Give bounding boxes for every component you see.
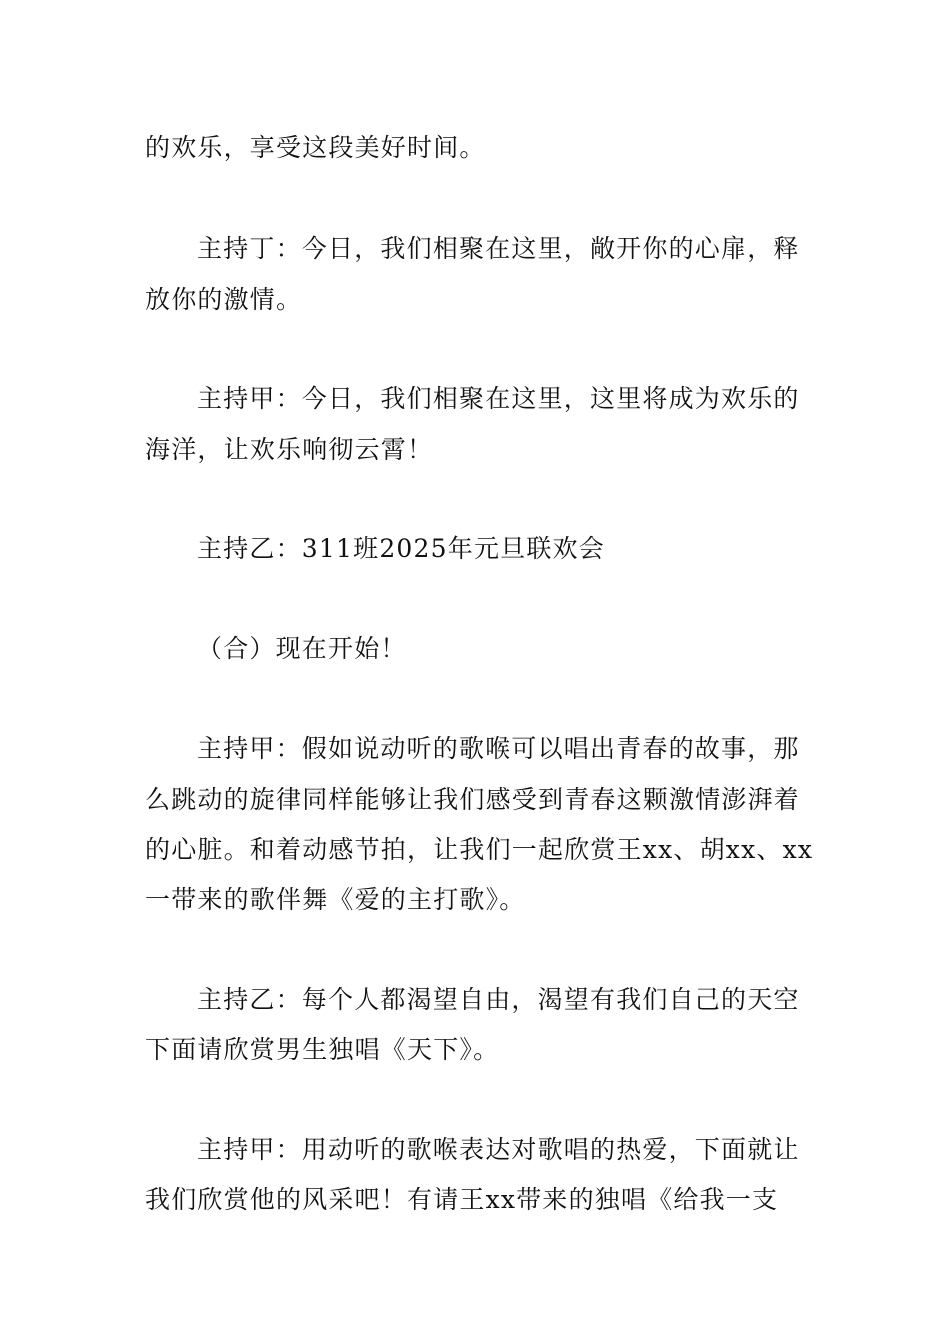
text-line: 放你的激情。: [145, 285, 303, 314]
text-line: 主持乙：每个人都渴望自由，渴望有我们自己的天空: [197, 985, 800, 1014]
text-line: 主持乙：311班2025年元旦联欢会: [197, 534, 605, 563]
text-line: 么跳动的旋律同样能够让我们感受到青春这颗激情澎湃着: [145, 785, 801, 814]
text-line: 一带来的歌伴舞《爱的主打歌》。: [145, 885, 526, 914]
text-line: 主持丁：今日，我们相聚在这里，敞开你的心扉，释: [197, 234, 800, 263]
text-line: 下面请欣赏男生独唱《天下》。: [145, 1035, 500, 1064]
text-line: 主持甲：假如说动听的歌喉可以唱出青春的故事，那: [197, 734, 800, 763]
text-line: 主持甲：今日，我们相聚在这里，这里将成为欢乐的: [197, 384, 800, 413]
text-line: 的心脏。和着动感节拍，让我们一起欣赏王xx、胡xx、xx: [145, 835, 814, 864]
text-line: （合）现在开始！: [197, 634, 407, 663]
text-line: 海洋，让欢乐响彻云霄！: [145, 435, 434, 464]
text-line: 的欢乐，享受这段美好时间。: [145, 133, 486, 162]
text-line: 我们欣赏他的风采吧！有请王xx带来的独唱《给我一支: [145, 1185, 779, 1214]
text-line: 主持甲：用动听的歌喉表达对歌唱的热爱，下面就让: [197, 1135, 800, 1164]
